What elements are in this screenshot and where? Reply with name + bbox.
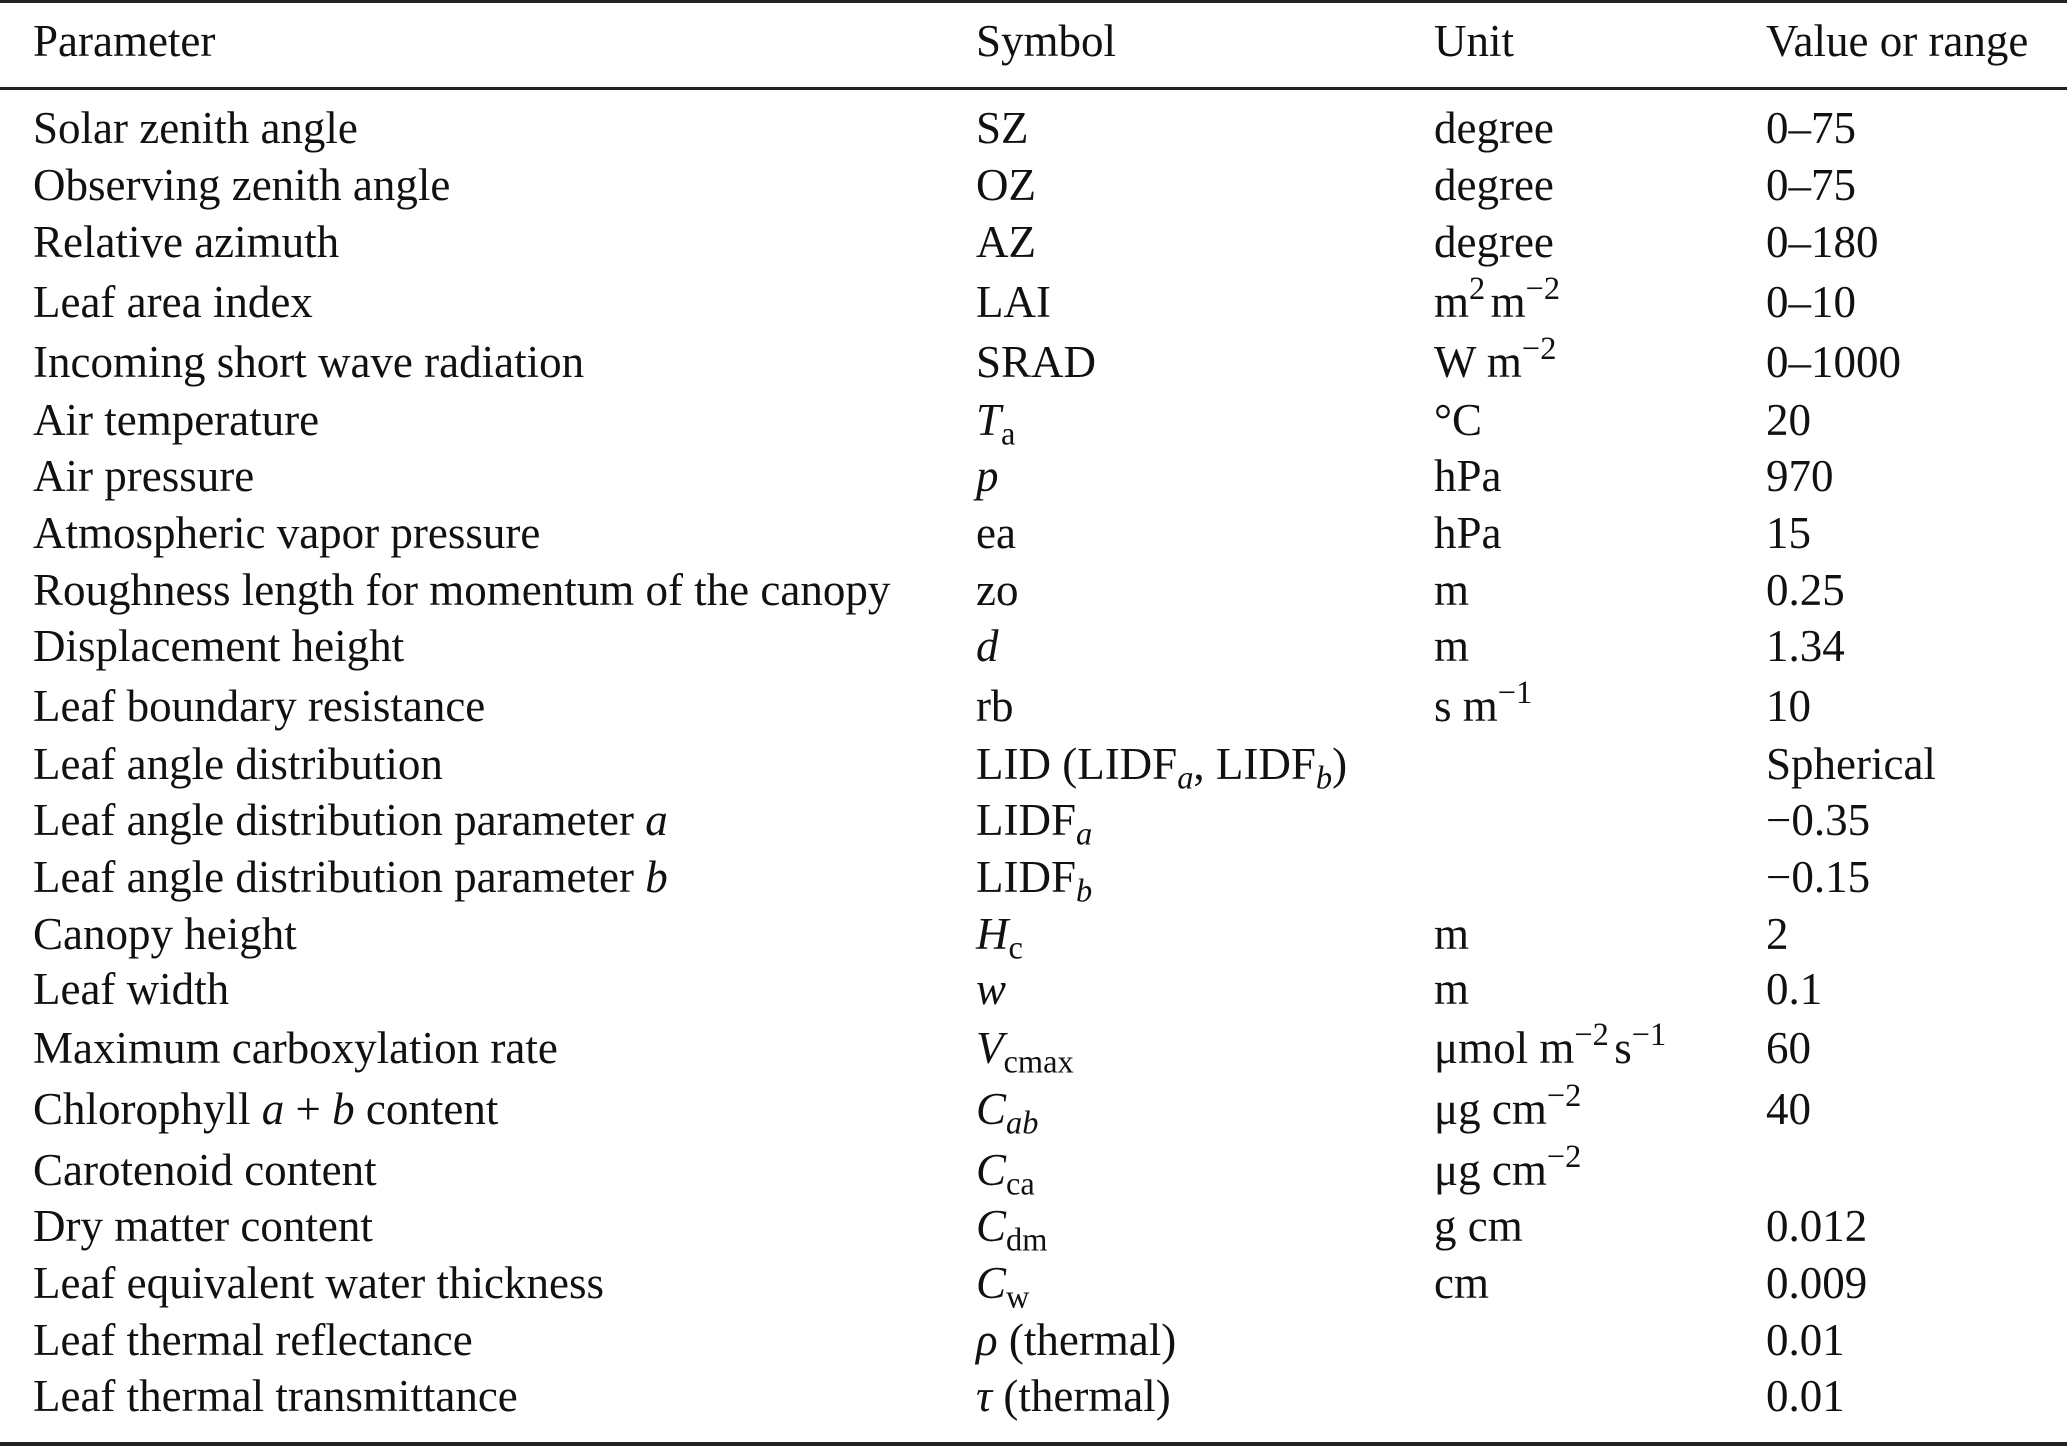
symbol-cell — [976, 1145, 1035, 1203]
symbol-cell — [976, 1201, 1048, 1259]
value-cell: 0–180 — [1766, 217, 1879, 267]
unit-base: W m — [1434, 337, 1522, 387]
parameter-cell: Air pressure — [33, 451, 255, 501]
symbol-subscript: b — [1076, 873, 1093, 910]
unit-cell: cm — [1434, 1258, 1489, 1308]
symbol-main: τ — [976, 1371, 993, 1421]
header-symbol: Symbol — [976, 16, 1117, 66]
value-cell: 15 — [1766, 508, 1811, 558]
table-row — [0, 675, 2067, 731]
parameter-variable: a — [645, 795, 668, 845]
unit-exponent: −1 — [1631, 1017, 1667, 1054]
symbol-cell: w — [976, 964, 1007, 1014]
symbol-cell — [976, 1023, 1074, 1081]
unit-cell: m — [1434, 909, 1470, 959]
symbol-cell — [976, 395, 1016, 453]
parameter-cell — [33, 852, 668, 902]
value-cell: 0.1 — [1766, 964, 1823, 1014]
unit-cell: degree — [1434, 217, 1554, 267]
symbol-cell — [976, 1084, 1039, 1142]
symbol-cell — [976, 909, 1023, 967]
table-row — [0, 565, 2067, 615]
unit-cell — [1434, 1139, 1582, 1195]
parameter-cell: Relative azimuth — [33, 217, 340, 267]
value-cell: 0.01 — [1766, 1315, 1845, 1365]
symbol-main: C — [976, 1258, 1007, 1308]
symbol-cell — [976, 1258, 1030, 1316]
header-parameter: Parameter — [33, 16, 216, 66]
unit-cell: m — [1434, 565, 1470, 615]
value-cell: 0–75 — [1766, 160, 1856, 210]
value-cell: 0–1000 — [1766, 337, 1901, 387]
table-row — [0, 160, 2067, 210]
symbol-text: , LIDF — [1193, 739, 1316, 789]
symbol-main: C — [976, 1201, 1007, 1251]
value-cell: 20 — [1766, 395, 1811, 445]
unit-base: μg cm — [1434, 1145, 1547, 1195]
unit-cell: degree — [1434, 103, 1554, 153]
parameter-operator: + — [284, 1084, 333, 1134]
table-row — [0, 909, 2067, 967]
table-row — [0, 739, 2067, 797]
table-row — [0, 852, 2067, 910]
symbol-subscript: c — [1008, 930, 1023, 967]
parameter-cell: Leaf area index — [33, 277, 313, 327]
unit-base: s — [1614, 1023, 1632, 1073]
symbol-subscript: ab — [1006, 1105, 1039, 1142]
value-cell: 0.009 — [1766, 1258, 1868, 1308]
unit-base: m — [1490, 277, 1526, 327]
symbol-cell — [976, 852, 1093, 910]
parameter-text: Leaf angle distribution parameter — [33, 852, 646, 902]
symbol-main: V — [976, 1023, 1004, 1073]
parameter-text: Chlorophyll — [33, 1084, 262, 1134]
symbol-main: C — [976, 1145, 1007, 1195]
parameter-cell: Leaf boundary resistance — [33, 681, 486, 731]
unit-cell: hPa — [1434, 508, 1502, 558]
value-cell: 0.25 — [1766, 565, 1845, 615]
symbol-main: ρ — [976, 1315, 998, 1365]
unit-base: s m — [1434, 681, 1498, 731]
symbol-cell — [976, 739, 1348, 797]
unit-exponent: −2 — [1574, 1017, 1609, 1054]
table-row — [0, 1371, 2067, 1421]
symbol-cell: ea — [976, 508, 1016, 558]
value-cell: 60 — [1766, 1023, 1811, 1073]
parameter-cell: Incoming short wave radiation — [33, 337, 585, 387]
unit-cell: hPa — [1434, 451, 1502, 501]
parameter-cell: Carotenoid content — [33, 1145, 377, 1195]
value-cell: 0.01 — [1766, 1371, 1845, 1421]
parameter-cell: Solar zenith angle — [33, 103, 358, 153]
unit-base: m — [1434, 277, 1470, 327]
symbol-subscript: a — [1001, 416, 1016, 453]
parameter-variable: b — [645, 852, 668, 902]
value-cell: 970 — [1766, 451, 1834, 501]
parameter-cell: Atmospheric vapor pressure — [33, 508, 541, 558]
parameter-cell: Leaf angle distribution — [33, 739, 443, 789]
value-cell: 1.34 — [1766, 621, 1845, 671]
table-row — [0, 508, 2067, 558]
symbol-cell — [976, 795, 1093, 853]
header-rule — [0, 87, 2067, 90]
unit-base: μmol m — [1434, 1023, 1575, 1073]
table-row — [0, 621, 2067, 671]
value-cell: −0.35 — [1766, 795, 1871, 845]
table-row — [0, 103, 2067, 153]
unit-exponent: −2 — [1546, 1078, 1582, 1115]
value-cell: Spherical — [1766, 739, 1936, 789]
table-row — [0, 1258, 2067, 1316]
table-row — [0, 795, 2067, 853]
unit-exponent: −2 — [1521, 331, 1557, 368]
symbol-text: (thermal) — [992, 1371, 1171, 1421]
table-row — [0, 451, 2067, 501]
table-row — [0, 1017, 2067, 1081]
value-cell: 0–75 — [1766, 103, 1856, 153]
unit-cell — [1434, 675, 1533, 731]
unit-exponent: −2 — [1546, 1139, 1582, 1176]
header-value: Value or range — [1766, 16, 2029, 66]
parameter-text: Leaf angle distribution parameter — [33, 795, 646, 845]
symbol-cell: LAI — [976, 277, 1051, 327]
symbol-cell — [976, 1315, 1177, 1365]
symbol-subscript: cmax — [1003, 1044, 1074, 1081]
unit-cell — [1434, 1078, 1582, 1134]
parameter-cell: Roughness length for momentum of the canopy — [33, 565, 891, 615]
unit-cell: m — [1434, 621, 1470, 671]
symbol-cell: AZ — [976, 217, 1036, 267]
parameter-cell: Leaf equivalent water thickness — [33, 1258, 605, 1308]
symbol-cell: d — [976, 621, 999, 671]
parameter-text: content — [354, 1084, 499, 1134]
symbol-text: LID (LIDF — [976, 739, 1178, 789]
unit-cell: g cm — [1434, 1201, 1523, 1251]
header-unit: Unit — [1434, 16, 1515, 66]
value-cell: 0–10 — [1766, 277, 1856, 327]
table-row — [0, 964, 2067, 1014]
unit-cell: °C — [1434, 395, 1483, 445]
symbol-text: ) — [1332, 739, 1348, 789]
unit-exponent: 2 — [1469, 271, 1486, 308]
unit-base: μg cm — [1434, 1084, 1547, 1134]
symbol-cell — [976, 1371, 1171, 1421]
parameter-cell — [33, 795, 668, 845]
table-row — [0, 395, 2067, 453]
value-cell: 10 — [1766, 681, 1811, 731]
parameter-cell: Observing zenith angle — [33, 160, 451, 210]
symbol-text: (thermal) — [997, 1315, 1177, 1365]
table-row — [0, 271, 2067, 327]
table-row — [0, 217, 2067, 267]
symbol-cell: zo — [976, 565, 1019, 615]
symbol-main: H — [976, 909, 1009, 959]
parameter-cell: Canopy height — [33, 909, 297, 959]
parameter-cell — [33, 1084, 499, 1134]
symbol-subscript: w — [1006, 1279, 1030, 1316]
parameter-cell: Displacement height — [33, 621, 405, 671]
symbol-subscript: b — [1315, 760, 1333, 797]
symbol-subscript: a — [1177, 760, 1194, 797]
unit-cell — [1434, 1017, 1667, 1073]
table-row — [0, 1139, 2067, 1203]
table-row — [0, 1201, 2067, 1259]
parameter-cell: Maximum carboxylation rate — [33, 1023, 558, 1073]
table-row — [0, 1078, 2067, 1142]
symbol-subscript: ca — [1006, 1166, 1035, 1203]
parameter-cell: Air temperature — [33, 395, 320, 445]
symbol-main: LIDF — [976, 795, 1076, 845]
unit-exponent: −2 — [1525, 271, 1561, 308]
parameter-variable: a — [261, 1084, 285, 1134]
table-header — [0, 16, 2067, 66]
symbol-main: T — [976, 395, 1002, 445]
parameter-cell: Leaf thermal transmittance — [33, 1371, 518, 1421]
symbol-cell: OZ — [976, 160, 1036, 210]
parameter-cell: Leaf width — [33, 964, 230, 1014]
unit-cell: m — [1434, 964, 1470, 1014]
symbol-cell: SZ — [976, 103, 1029, 153]
symbol-cell: rb — [976, 681, 1014, 731]
unit-cell — [1434, 271, 1561, 327]
bottom-rule — [0, 1442, 2067, 1446]
value-cell: 2 — [1766, 909, 1789, 959]
parameter-cell: Leaf thermal reflectance — [33, 1315, 473, 1365]
top-rule — [0, 0, 2067, 3]
parameter-cell: Dry matter content — [33, 1201, 373, 1251]
value-cell: −0.15 — [1766, 852, 1871, 902]
symbol-cell: p — [976, 451, 999, 501]
table-row — [0, 331, 2067, 387]
value-cell: 40 — [1766, 1084, 1811, 1134]
table-row — [0, 1315, 2067, 1365]
parameter-variable: b — [332, 1084, 355, 1134]
symbol-cell: SRAD — [976, 337, 1097, 387]
unit-cell — [1434, 331, 1557, 387]
symbol-main: LIDF — [976, 852, 1076, 902]
symbol-subscript: a — [1076, 816, 1093, 853]
unit-cell: degree — [1434, 160, 1554, 210]
symbol-main: C — [976, 1084, 1007, 1134]
symbol-subscript: dm — [1006, 1222, 1048, 1259]
unit-exponent: −1 — [1497, 675, 1533, 712]
value-cell: 0.012 — [1766, 1201, 1868, 1251]
